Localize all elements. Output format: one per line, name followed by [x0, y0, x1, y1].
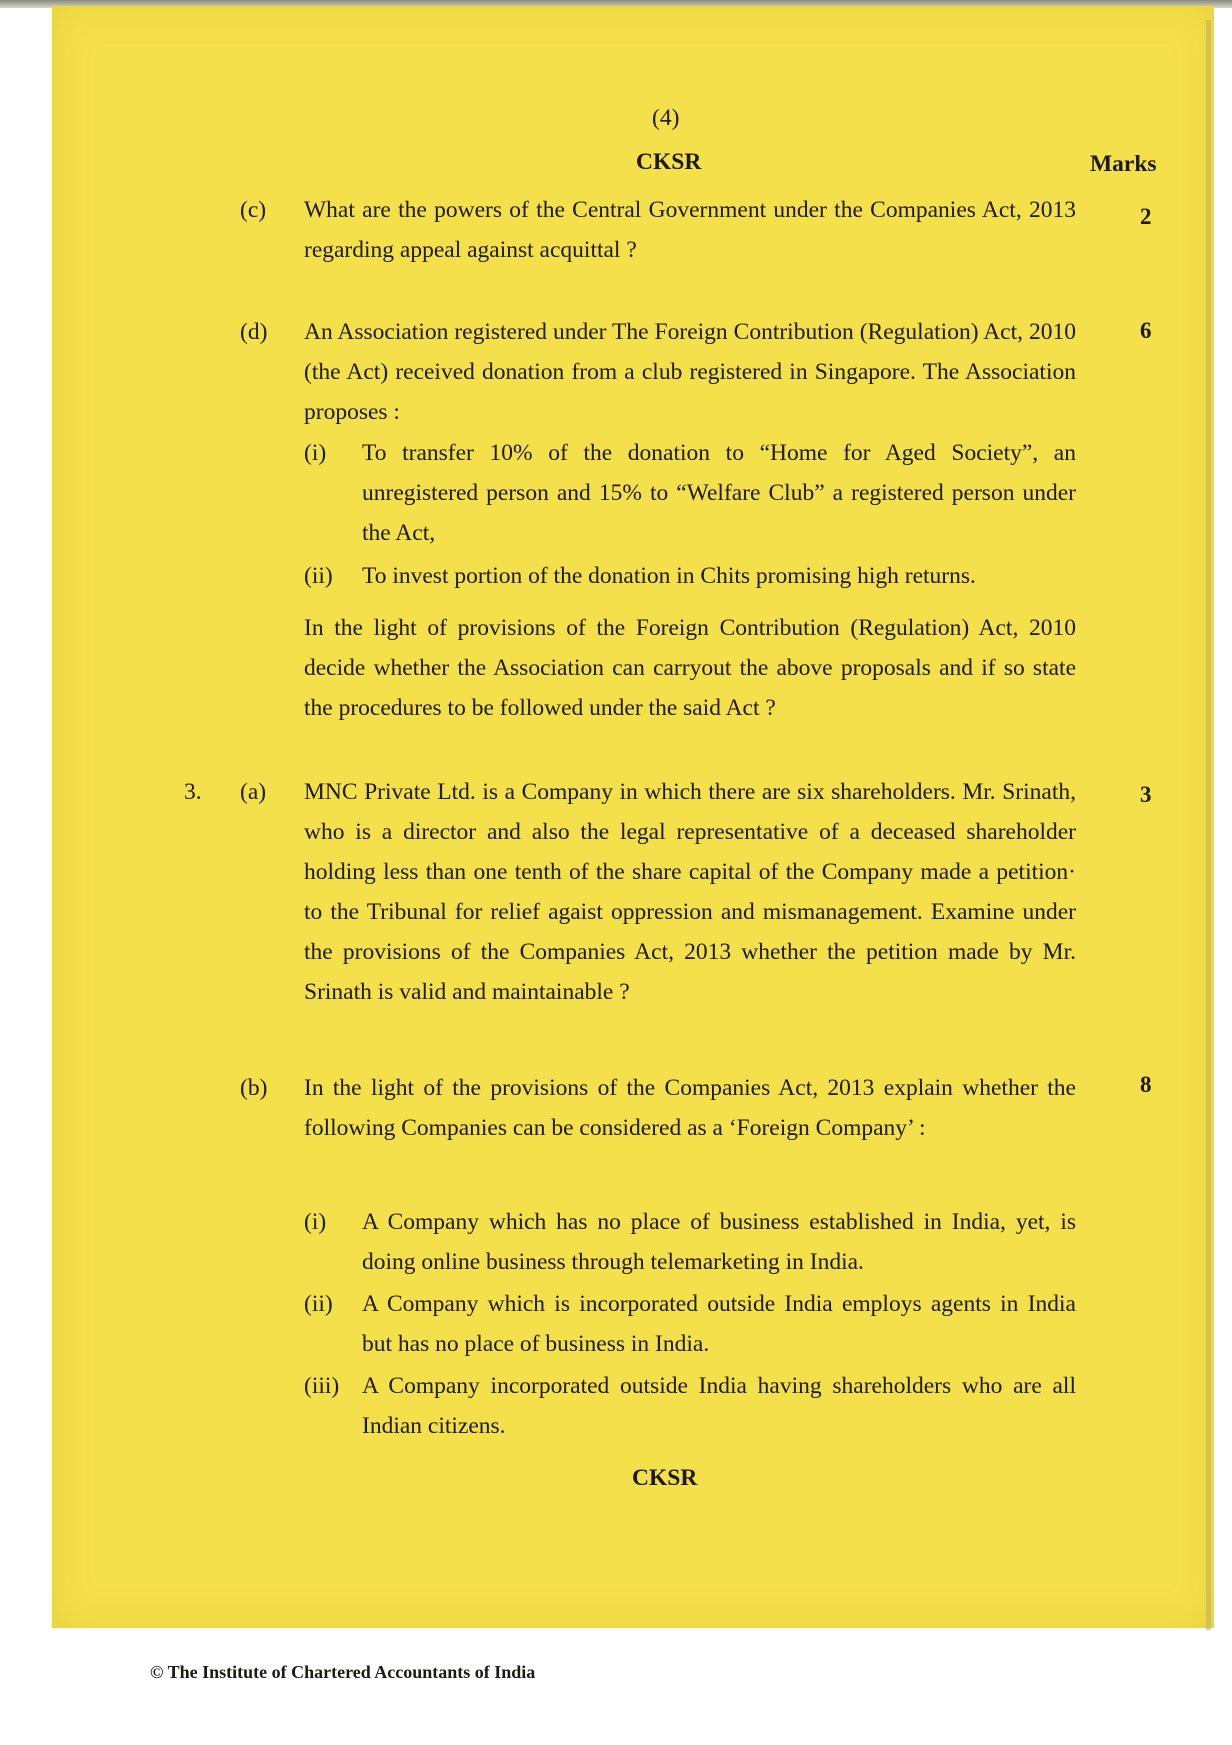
q2d-item2-label: (ii)	[304, 563, 333, 589]
q3b-intro: In the light of the provisions of the Companies Act, 2013 explain whether the following Companies can be considered as a ‘Foreign Company’ :	[304, 1075, 1076, 1141]
page-number: (4)	[652, 105, 680, 131]
footer-code: CKSR	[632, 1465, 698, 1491]
marks-header: Marks	[1090, 151, 1157, 177]
header-code: CKSR	[636, 149, 702, 175]
q2d-intro: An Association registered under The Foreign Contribution (Regulation) Act, 2010 (the Act) received donation from a club registered in Singapore. The Association proposes :	[304, 319, 1076, 425]
paper-right-edge	[1206, 20, 1211, 1630]
q2c-marks: 2	[1140, 204, 1152, 229]
q3a-marks: 3	[1140, 782, 1152, 807]
q3b-item2-label: (ii)	[304, 1291, 333, 1317]
q3b-item1-text: A Company which has no place of business established in India, yet, is doing online business through telemarketing in India.	[362, 1209, 1076, 1275]
q3b-item3-text: A Company incorporated outside India having shareholders who are all Indian citizens.	[362, 1373, 1076, 1439]
q2c-label: (c)	[240, 197, 267, 223]
q3a-label: (a)	[240, 779, 267, 805]
copyright-notice: © The Institute of Chartered Accountants of India	[150, 1662, 536, 1682]
q2d-item1-label: (i)	[304, 440, 327, 466]
q3b-item2-text: A Company which is incorporated outside India employs agents in India but has no place of business in India.	[362, 1291, 1076, 1357]
q3b-label: (b)	[240, 1075, 268, 1101]
q2c-text: What are the powers of the Central Government under the Companies Act, 2013 regarding appeal against acquittal ?	[304, 197, 1076, 263]
q2d-item2-text: To invest portion of the donation in Chits promising high returns.	[362, 563, 976, 589]
q2d-marks: 6	[1140, 318, 1152, 343]
q3b-item1-label: (i)	[304, 1209, 327, 1235]
q3b-marks: 8	[1140, 1072, 1152, 1097]
q3a-text: MNC Private Ltd. is a Company in which there are six shareholders. Mr. Srinath, who is a director and also the legal representative of a deceased shareholder holding less than one tenth of the share capital of the Company made a petition· to the Tribunal for relief agaist oppression and mismanagement. Examine under the provisions of the Companies Act, 2013 whether the petition made by Mr. Srinath is valid and maintainable ?	[304, 779, 1076, 1005]
q3b-item3-label: (iii)	[304, 1373, 340, 1399]
q2d-closing: In the light of provisions of the Foreign Contribution (Regulation) Act, 2010 decide whether the Association can carryout the above proposals and if so state the procedures to be followed under the said Act ?	[304, 615, 1076, 721]
q2d-label: (d)	[240, 319, 268, 345]
q2d-item1-text: To transfer 10% of the donation to “Home for Aged Society”, an unregistered person and 15% to “Welfare Club” a registered person under the Act,	[362, 440, 1076, 546]
q3-number: 3.	[184, 779, 202, 805]
